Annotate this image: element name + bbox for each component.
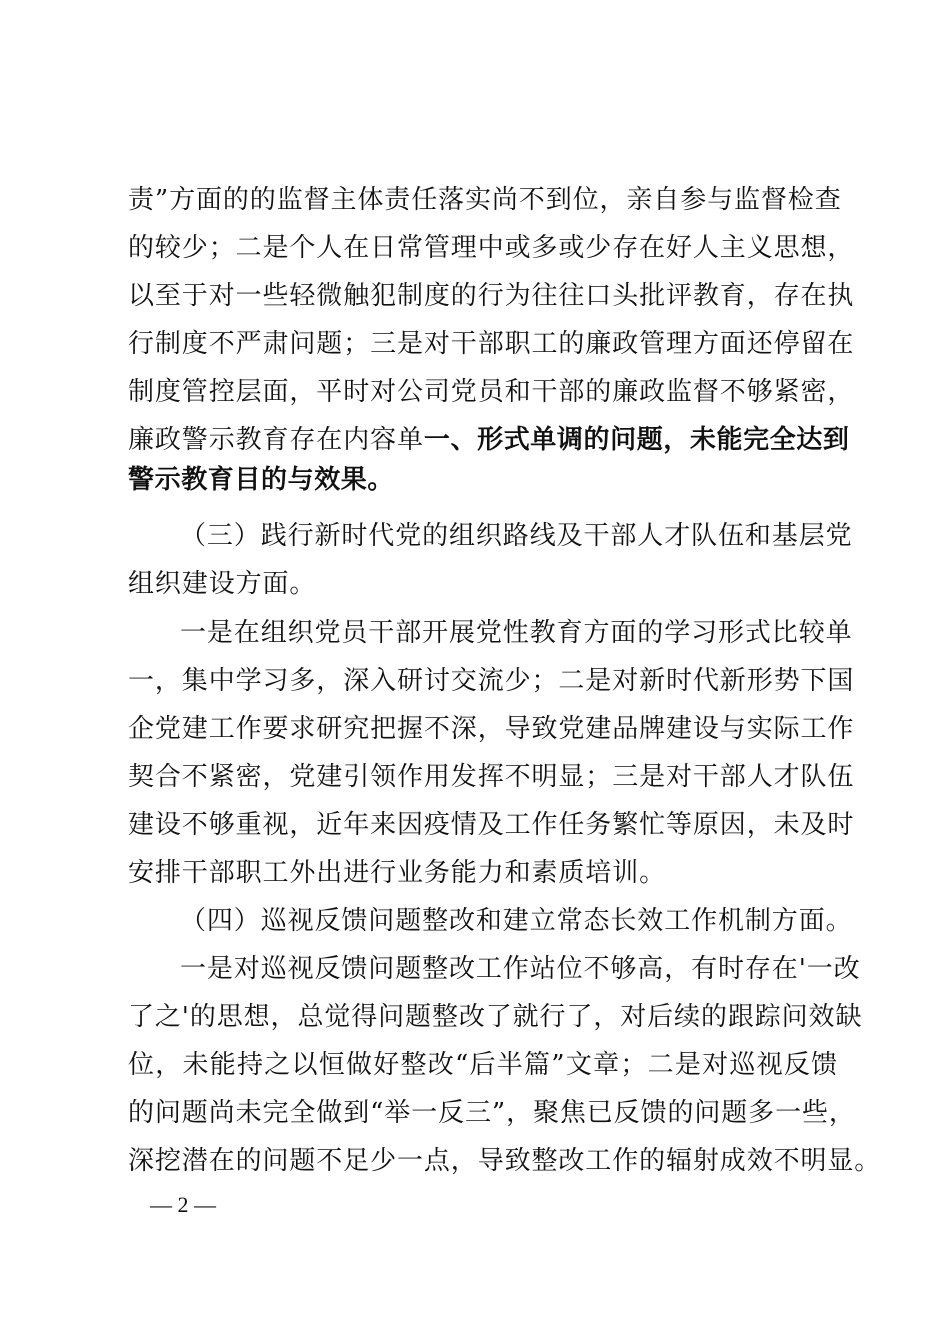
normal-text-segment: 廉政警示教育存在内容单 bbox=[128, 425, 424, 455]
text-line: 的问题尚未完全做到“举一反三”，聚焦已反馈的问题多一些， bbox=[128, 1098, 856, 1128]
section-heading-three-continuation: 组织建设方面。 bbox=[128, 569, 317, 599]
text-line: 一是对巡视反馈问题整改工作站位不够高，有时存在'一改 bbox=[180, 954, 861, 984]
page-number: — 2 — bbox=[150, 1192, 216, 1217]
bold-text-line: 警示教育目的与效果。 bbox=[128, 465, 395, 495]
text-line: 行制度不严肃问题；三是对干部职工的廉政管理方面还停留在 bbox=[128, 329, 855, 359]
text-line: 建设不够重视，近年来因疫情及工作任务繁忙等原因，未及时 bbox=[128, 810, 855, 840]
text-line: 契合不紧密，党建引领作用发挥不明显；三是对干部人才队伍 bbox=[128, 762, 855, 792]
text-line: 了之'的思想，总觉得问题整改了就行了，对后续的跟踪问效缺 bbox=[128, 1002, 863, 1032]
text-line: 深挖潜在的问题不足少一点，导致整改工作的辐射成效不明显。 bbox=[128, 1146, 882, 1176]
text-line: 以至于对一些轻微触犯制度的行为往往口头批评教育，存在执 bbox=[128, 281, 855, 311]
text-line: 位，未能持之以恒做好整改“后半篇”文章；二是对巡视反馈 bbox=[128, 1050, 838, 1080]
mixed-text-line bbox=[128, 418, 850, 462]
text-line: 一，集中学习多，深入研讨交流少；二是对新时代新形势下国 bbox=[128, 666, 855, 696]
section-heading-three: （三）践行新时代党的组织路线及干部人才队伍和基层党 bbox=[180, 521, 853, 551]
text-line: 企党建工作要求研究把握不深，导致党建品牌建设与实际工作 bbox=[128, 714, 855, 744]
text-line: 一是在组织党员干部开展党性教育方面的学习形式比较单 bbox=[180, 618, 853, 648]
text-line: 制度管控层面，平时对公司党员和干部的廉政监督不够紧密， bbox=[128, 377, 855, 407]
text-line: 责”方面的的监督主体责任落实尚不到位，亲自参与监督检查 bbox=[128, 185, 842, 215]
text-line: 安排干部职工外出进行业务能力和素质培训。 bbox=[128, 858, 667, 888]
section-heading-four: （四）巡视反馈问题整改和建立常态长效工作机制方面。 bbox=[180, 906, 853, 936]
bold-text-segment: 一、形式单调的问题，未能完全达到 bbox=[423, 425, 850, 455]
text-line: 的较少；二是个人在日常管理中或多或少存在好人主义思想， bbox=[128, 233, 855, 263]
